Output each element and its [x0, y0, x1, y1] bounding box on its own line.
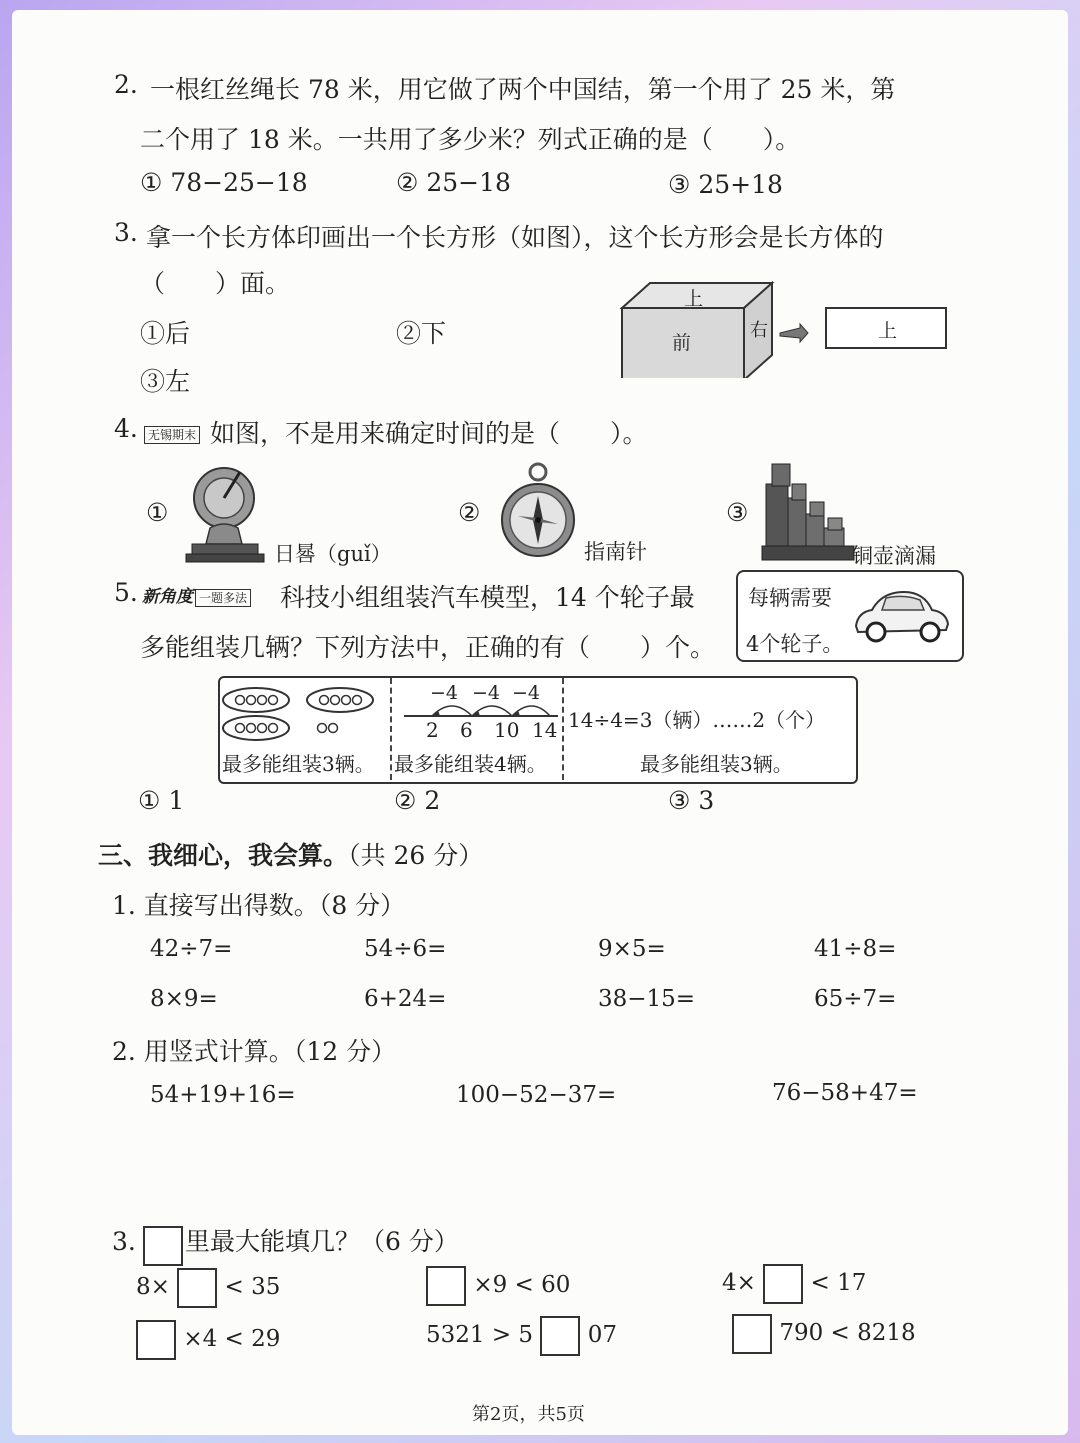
ineq-e-pre: 5321 > 5 — [426, 1322, 534, 1348]
cuboid-right-label: 右 — [750, 320, 768, 341]
vertical-calc-1: 54+19+16= — [150, 1082, 296, 1108]
ineq-b-post: ×9 < 60 — [473, 1272, 571, 1298]
method1-groups — [220, 682, 388, 742]
ineq-f-post: 790 < 8218 — [779, 1320, 916, 1346]
q4-caption-3: 铜壶滴漏 — [852, 544, 936, 568]
calc-r2-c2: 6+24= — [364, 986, 447, 1012]
methods-divider-1 — [390, 678, 392, 780]
water-clock-icon — [758, 458, 858, 568]
part3-number: 3. — [112, 1227, 136, 1256]
arrow-icon — [780, 324, 808, 342]
ineq-e — [426, 1316, 617, 1356]
ineq-d — [136, 1320, 280, 1360]
q5-line1: 科技小组组装汽车模型，14 个轮子最 — [280, 583, 695, 612]
calc-r1-c1: 42÷7= — [150, 936, 233, 962]
ineq-a-pre: 8× — [136, 1274, 170, 1300]
q3-line2: （ ）面。 — [140, 269, 291, 298]
cuboid-figure — [612, 278, 962, 378]
q4-mark-1: ① — [146, 498, 169, 527]
q3-number: 3. — [114, 218, 138, 247]
ineq-c-post: < 17 — [810, 1270, 867, 1296]
calc-r1-c4: 41÷8= — [814, 936, 897, 962]
ineq-a-box[interactable] — [177, 1268, 217, 1308]
q3-option-2: ②下 — [396, 319, 447, 348]
q3-line1: 拿一个长方体印画出一个长方形（如图），这个长方形会是长方体的 — [146, 223, 884, 252]
ineq-f-box[interactable] — [732, 1314, 772, 1354]
calc-r2-c3: 38−15= — [598, 986, 696, 1012]
answer-box-sample — [143, 1226, 183, 1266]
sundial-icon — [180, 458, 270, 568]
method2-tick-6: 6 — [460, 718, 473, 742]
q2-line2: 二个用了 18 米。一共用了多少米？列式正确的是（ ）。 — [140, 125, 801, 154]
ineq-a — [136, 1268, 280, 1308]
section3-title: 三、我细心，我会算。 — [98, 841, 349, 870]
calc-r2-c1: 8×9= — [150, 986, 218, 1012]
q4-mark-2: ② — [458, 498, 481, 527]
method2-tick-14: 14 — [532, 718, 558, 742]
q4-caption-2: 指南针 — [584, 540, 647, 564]
part3-title: 里最大能填几？ — [184, 1227, 360, 1256]
ineq-c-pre: 4× — [722, 1270, 756, 1296]
cuboid-front-label: 前 — [672, 332, 692, 354]
q4-source-tag: 无锡期末 — [144, 426, 200, 444]
q5-option-3: ③ 3 — [668, 786, 715, 815]
calc-r2-c4: 65÷7= — [814, 986, 897, 1012]
compass-icon — [498, 458, 578, 568]
method2-tick-2: 2 — [426, 718, 439, 742]
ineq-f — [732, 1314, 916, 1354]
rect-label: 上 — [878, 320, 898, 342]
q5-number: 5. — [114, 578, 138, 607]
part3-points: （6 分） — [359, 1227, 459, 1256]
q5-line2: 多能组装几辆？下列方法中，正确的有（ ）个。 — [140, 633, 716, 662]
q2-option-2: ② 25−18 — [396, 168, 511, 197]
ineq-e-box[interactable] — [540, 1316, 580, 1356]
car-icon — [852, 586, 952, 646]
q2-option-3: ③ 25+18 — [668, 170, 783, 199]
calc-r1-c3: 9×5= — [598, 936, 666, 962]
page-footer: 第2页，共5页 — [472, 1404, 585, 1425]
ineq-b-box[interactable] — [426, 1266, 466, 1306]
method2-label: 最多能组装4辆。 — [394, 752, 547, 776]
q4-mark-3: ③ — [726, 498, 749, 527]
worksheet-page — [12, 10, 1068, 1435]
method1-label: 最多能组装3辆。 — [222, 752, 375, 776]
part2-title: 2. 用竖式计算。 — [112, 1037, 294, 1066]
q4-caption-1: 日晷（guǐ） — [274, 542, 392, 566]
ineq-c — [722, 1264, 866, 1304]
ineq-e-post: 07 — [587, 1322, 617, 1348]
q3-option-1: ①后 — [140, 319, 191, 348]
q2-option-1: ① 78−25−18 — [140, 168, 308, 197]
ineq-c-box[interactable] — [763, 1264, 803, 1304]
cuboid-top-label: 上 — [684, 288, 704, 310]
calc-r1-c2: 54÷6= — [364, 936, 447, 962]
vertical-calc-2: 100−52−37= — [456, 1082, 617, 1108]
q5-tag-multi-method: 一题多法 — [195, 589, 251, 607]
ineq-d-post: ×4 < 29 — [183, 1326, 281, 1352]
q5-tag-new-angle: 新角度 — [142, 587, 193, 607]
q4-number: 4. — [114, 414, 138, 443]
q5-hint-line1: 每辆需要 — [748, 586, 832, 610]
ineq-a-post: < 35 — [224, 1274, 281, 1300]
q5-option-2: ② 2 — [394, 786, 441, 815]
q3-option-3: ③左 — [140, 367, 191, 396]
q4-text: 如图，不是用来确定时间的是（ ）。 — [210, 419, 648, 448]
part1-points: （8 分） — [318, 891, 406, 920]
q5-option-1: ① 1 — [138, 786, 185, 815]
method2-step-2: −4 — [472, 682, 501, 704]
section3-points: （共 26 分） — [348, 841, 484, 870]
q5-hint-line2: 4个轮子。 — [746, 632, 844, 656]
part2-points: （12 分） — [293, 1037, 397, 1066]
method3-expression: 14÷4=3（辆）……2（个） — [568, 708, 826, 732]
method2-step-1: −4 — [430, 682, 459, 704]
method2-step-3: −4 — [512, 682, 541, 704]
vertical-calc-3: 76−58+47= — [772, 1080, 918, 1106]
q2-line1: 一根红丝绳长 78 米，用它做了两个中国结，第一个用了 25 米，第 — [150, 75, 896, 104]
method2-tick-10: 10 — [494, 718, 520, 742]
ineq-d-box[interactable] — [136, 1320, 176, 1360]
method3-label: 最多能组装3辆。 — [640, 752, 793, 776]
part1-title: 1. 直接写出得数。 — [112, 891, 319, 920]
ineq-b — [426, 1266, 570, 1306]
q2-number: 2. — [114, 70, 138, 99]
